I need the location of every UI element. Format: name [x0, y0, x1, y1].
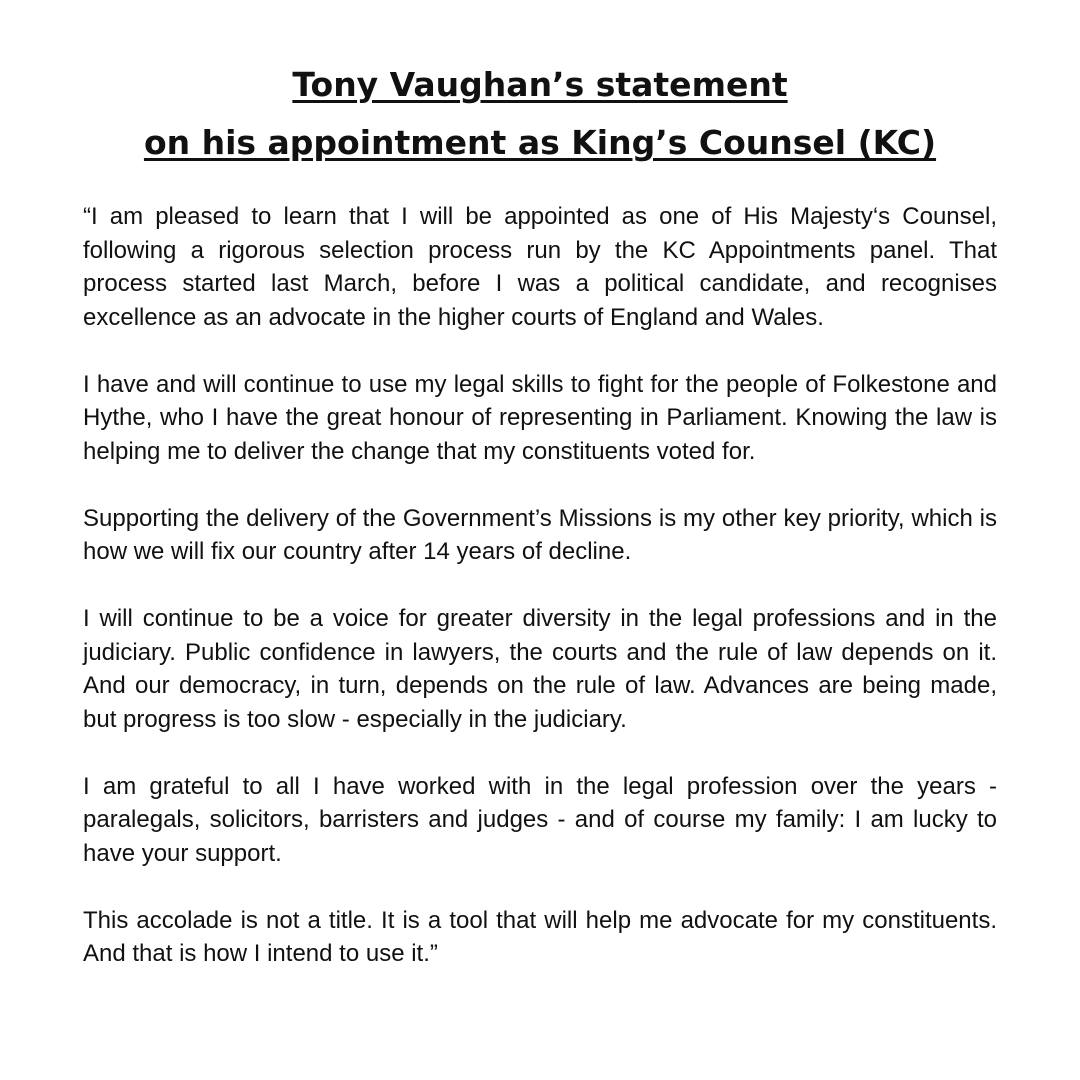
statement-heading: [60, 56, 1020, 172]
paragraph-diversity: I will continue to be a voice for greater diversity in the legal professions and in the judiciary. Public confidence in lawyers, the courts and the rule of law depends on it. And our democracy, in turn, depends on the rule of law. Advances are being made, but progress is too slow - especially in the judiciary.: [83, 605, 997, 733]
paragraph-accolade: This accolade is not a title. It is a tool that will help me advocate for my constituents. And that is how I intend to use it.”: [83, 906, 997, 967]
paragraph-government-missions: Supporting the delivery of the Government’s Missions is my other key priority, which is how we will fix our country after 14 years of decline.: [83, 504, 997, 565]
statement-body: [83, 200, 997, 971]
paragraph-gratitude: I am grateful to all I have worked with in the legal profession over the years - paralegals, solicitors, barristers and judges - and of course my family: I am lucky to have your support.: [83, 772, 997, 867]
paragraph-appointment: “I am pleased to learn that I will be appointed as one of His Majesty‘s Counsel, following a rigorous selection process run by the KC Appointments panel. That process started last March, before I was a political candidate, and recognises excellence as an advocate in the higher courts of England and Wales.: [83, 203, 997, 331]
paragraph-constituents: I have and will continue to use my legal skills to fight for the people of Folkestone and Hythe, who I have the great honour of representing in Parliament. Knowing the law is helping me to deliver the change that my constituents voted for.: [83, 370, 997, 465]
heading-line-2: on his appointment as King’s Counsel (KC): [143, 123, 937, 162]
heading-line-1: Tony Vaughan’s statement: [292, 65, 788, 104]
